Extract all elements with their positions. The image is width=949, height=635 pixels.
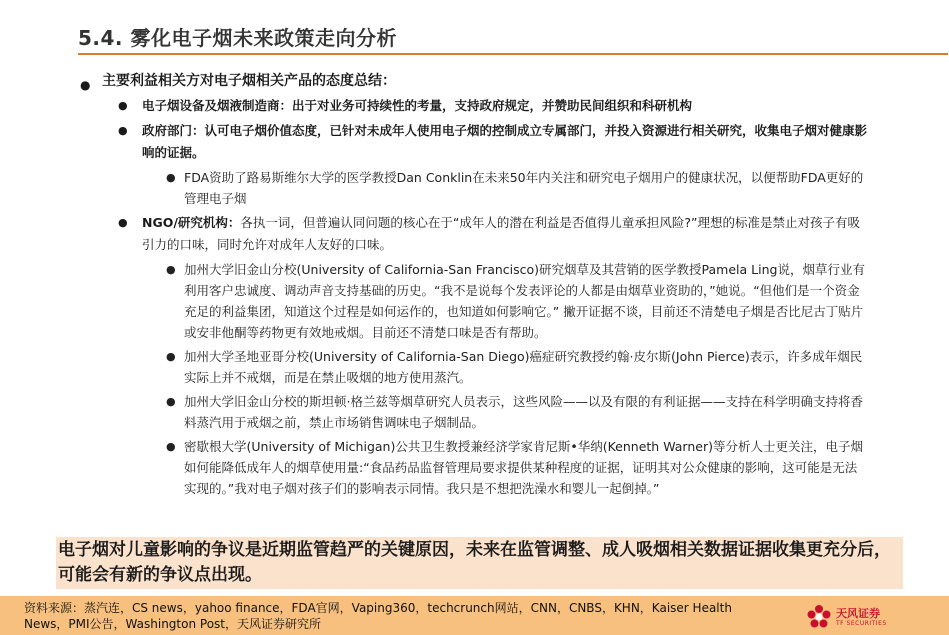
bullet-icon: ● bbox=[118, 99, 128, 112]
company-logo bbox=[806, 603, 926, 631]
main-bullet bbox=[78, 70, 868, 92]
bullet-icon: ● bbox=[80, 78, 91, 92]
sub-item-text: 密歇根大学(University of Michigan)公共卫生教授兼经济学家肯尼斯•华纳(Kenneth Warner)等分析人士更关注，电子烟如何能降低成年人的烟草使用量:“食品药品监督管理局要求提供某种程度的证据，证明其对公众健康的影响，这可能是无法实现的。”我对电子烟对孩子们的影响表示同情。我只是不想把洗澡水和婴儿一起倒掉。” bbox=[184, 439, 863, 496]
sub-item-text: 加州大学旧金山分校的斯坦顿·格兰兹等烟草研究人员表示，这些风险——以及有限的有利证据——支持在科学明确支持将香料蒸汽用于戒烟之前，禁止市场销售调味电子烟制品。 bbox=[184, 394, 863, 430]
bullet-icon: ● bbox=[166, 395, 176, 408]
page-title: 5.4. 雾化电子烟未来政策走向分析 bbox=[78, 26, 397, 50]
content-body bbox=[78, 70, 868, 502]
stakeholder-item-government bbox=[78, 120, 868, 164]
logo-flower-icon bbox=[806, 604, 832, 630]
sub-item bbox=[78, 436, 868, 499]
logo-name-cn: 天风证券 bbox=[836, 606, 880, 620]
title-divider bbox=[78, 53, 948, 55]
stakeholder-item-manufacturers bbox=[78, 95, 868, 117]
stakeholder-label: 政府部门： bbox=[142, 123, 205, 138]
sub-item-text: 加州大学旧金山分校(University of California-San Francisco)研究烟草及其营销的医学教授Pamela Ling说，烟草行业有利用客户忠诚度、调动声音支持基础的历史。“我不是说每个发表评论的人都是由烟草业资助的，”她说。“但他们是一个资金充足的利益集团，知道这个过程是如何运作的，也知道如何影响它。” 撇开证据不谈，目前还不清楚电子烟是否比尼古丁贴片或安非他酮等药物更有效地戒烟。目前还不清楚口味是否有帮助。 bbox=[184, 262, 865, 340]
bullet-icon: ● bbox=[166, 263, 176, 276]
sub-item-text: 加州大学圣地亚哥分校(University of California-San Diego)癌症研究教授约翰·皮尔斯(John Pierce)表示，许多成年烟民实际上并不戒烟，而是在禁止吸烟的地方使用蒸汽。 bbox=[184, 349, 863, 385]
bullet-icon: ● bbox=[118, 216, 128, 229]
bullet-icon: ● bbox=[166, 440, 176, 453]
bullet-icon: ● bbox=[166, 171, 176, 184]
stakeholder-text: 各执一词，但普遍认同问题的核心在于“成年人的潜在利益是否值得儿童承担风险?”理想的标准是禁止对孩子有吸引力的口味，同时允许对成年人友好的口味。 bbox=[142, 215, 861, 252]
sub-item bbox=[78, 346, 868, 388]
stakeholder-text: 认可电子烟价值态度，已针对未成年人使用电子烟的控制成立专属部门，并投入资源进行相关研究，收集电子烟对健康影响的证据。 bbox=[142, 123, 868, 160]
stakeholder-label: NGO/研究机构： bbox=[142, 215, 241, 230]
sub-item bbox=[78, 391, 868, 433]
logo-text bbox=[836, 607, 887, 628]
bullet-icon: ● bbox=[118, 124, 128, 137]
main-point-text: 主要利益相关方对电子烟相关产品的态度总结： bbox=[102, 73, 396, 89]
sub-item bbox=[78, 167, 868, 209]
bullet-icon: ● bbox=[166, 350, 176, 363]
sub-item-text: FDA资助了路易斯维尔大学的医学教授Dan Conklin在未来50年内关注和研究电子烟用户的健康状况，以便帮助FDA更好的管理电子烟 bbox=[184, 170, 864, 206]
stakeholder-label: 电子烟设备及烟液制造商： bbox=[142, 98, 293, 113]
sub-item bbox=[78, 259, 868, 343]
stakeholder-item-ngo bbox=[78, 212, 868, 256]
logo-name-en: TF SECURITIES bbox=[836, 619, 887, 627]
source-note: 资料来源：蒸汽连，CS news，yahoo finance，FDA官网，Vaping360，techcrunch网站，CNN，CNBS，KHN，Kaiser Health News，PMI公告，Washington Post，天风证券研究所 bbox=[24, 601, 732, 631]
stakeholder-text: 出于对业务可持续性的考量，支持政府规定，并赞助民间组织和科研机构 bbox=[292, 98, 693, 113]
conclusion-text: 电子烟对儿童影响的争议是近期监管趋严的关键原因，未来在监管调整、成人吸烟相关数据证据收集更充分后，可能会有新的争议点出现。 bbox=[58, 540, 891, 585]
